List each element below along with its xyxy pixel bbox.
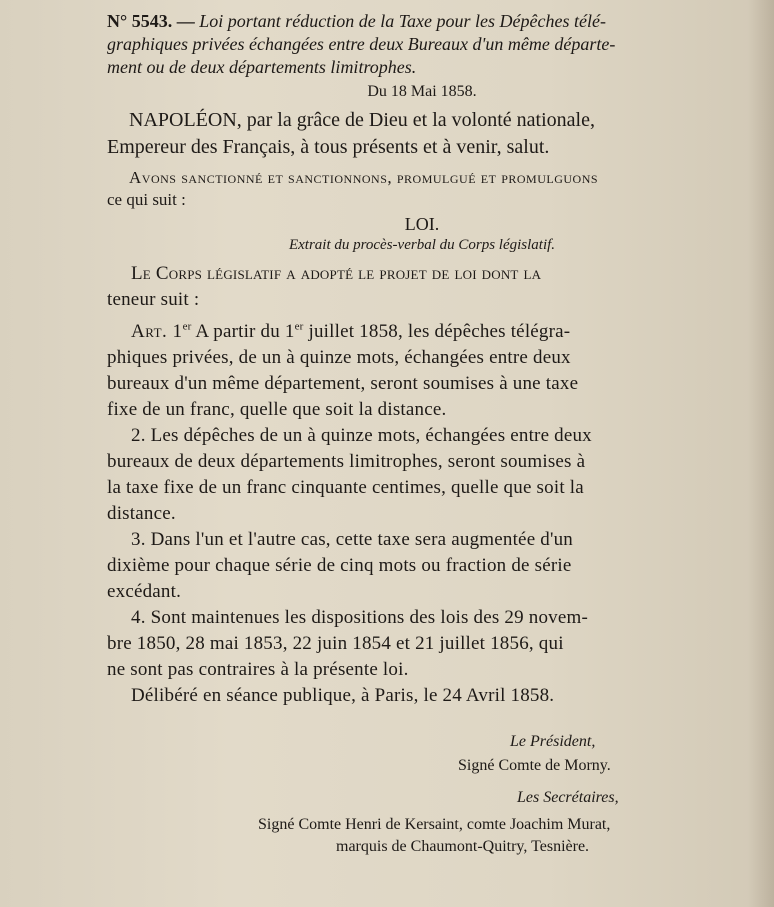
law-number: N° 5543. — [107,11,195,31]
president-signature [458,756,611,776]
law-title-line-1 [107,10,737,33]
article-1-line-1 [107,319,737,345]
article-2-line-1: 2. Les dépêches de un à quinze mots, échangées entre deux [131,425,592,446]
loi-heading: LOI. [404,214,440,234]
deliberation-line: Délibéré en séance publique, à Paris, le 24 Avril 1858. [131,685,555,706]
article-1-line-4: fixe de un franc, quelle que soit la distance. [107,399,447,420]
article-3-line-1: 3. Dans l'un et l'autre cas, cette taxe sera augmentée d'un [131,529,573,550]
napoleon-line-2: Empereur des Français, à tous présents et à venir, salut. [107,136,550,158]
article-4-line-1: 4. Sont maintenues les dispositions des lois des 29 novem- [131,607,589,628]
avons-line-2: ce qui suit : [107,190,186,209]
article-1-text-a: A partir du 1 [191,321,295,342]
law-title-line-2: graphiques privées échangées entre deux Bureaux d'un même départe- [107,34,616,54]
law-date: Du 18 Mai 1858. [367,83,477,100]
napoleon-line-1: NAPOLÉON, par la grâce de Dieu et la volonté nationale, [129,109,595,131]
article-1-date-sup: er [294,320,304,333]
page-edge-shadow [748,0,774,907]
article-3-line-3: excédant. [107,581,182,602]
article-2-line-4: distance. [107,503,176,524]
article-1-text-b: juillet 1858, les dépêches télégra- [303,321,571,342]
article-1-line-3: bureaux d'un même département, seront soumises à une taxe [107,373,579,394]
corps-legislatif-line-1: Le Corps législatif a adopté le projet de loi dont la [131,263,542,284]
secretaires-title: Les Secrétaires, [517,789,619,806]
corps-legislatif-line-2: teneur suit : [107,289,200,310]
article-3-line-2: dixième pour chaque série de cinq mots ou fraction de série [107,555,572,576]
secretaires-signature-line-1: Signé Comte Henri de Kersaint, comte Joachim Murat, [258,816,611,833]
law-title-part-1: Loi portant réduction de la Taxe pour les Dépêches télé- [199,11,606,31]
article-4-line-2: bre 1850, 28 mai 1853, 22 juin 1854 et 21 juillet 1856, qui [107,633,564,654]
document-text [107,10,737,709]
president-signature-text: Signé Comte de Morny. [458,757,611,774]
president-title: Le Président, [510,733,596,750]
article-1-line-2: phiques privées, de un à quinze mots, échangées entre deux [107,347,571,368]
secretaires-signature-line-2: marquis de Chaumont-Quitry, Tesnière. [336,838,590,855]
article-1-label-sup: er [182,320,192,333]
article-2-line-2: bureaux de deux départements limitrophes, seront soumises à [107,451,586,472]
article-2-line-3: la taxe fixe de un franc cinquante centimes, quelle que soit la [107,477,584,498]
avons-line-1: Avons sanctionné et sanctionnons, promulgué et promulguons [129,168,599,187]
article-1-label: Art. 1 [131,321,183,342]
extrait-line: Extrait du procès-verbal du Corps législatif. [288,237,556,253]
article-4-line-3: ne sont pas contraires à la présente loi. [107,659,409,680]
law-title-line-3: ment ou de deux départements limitrophes. [107,57,417,77]
